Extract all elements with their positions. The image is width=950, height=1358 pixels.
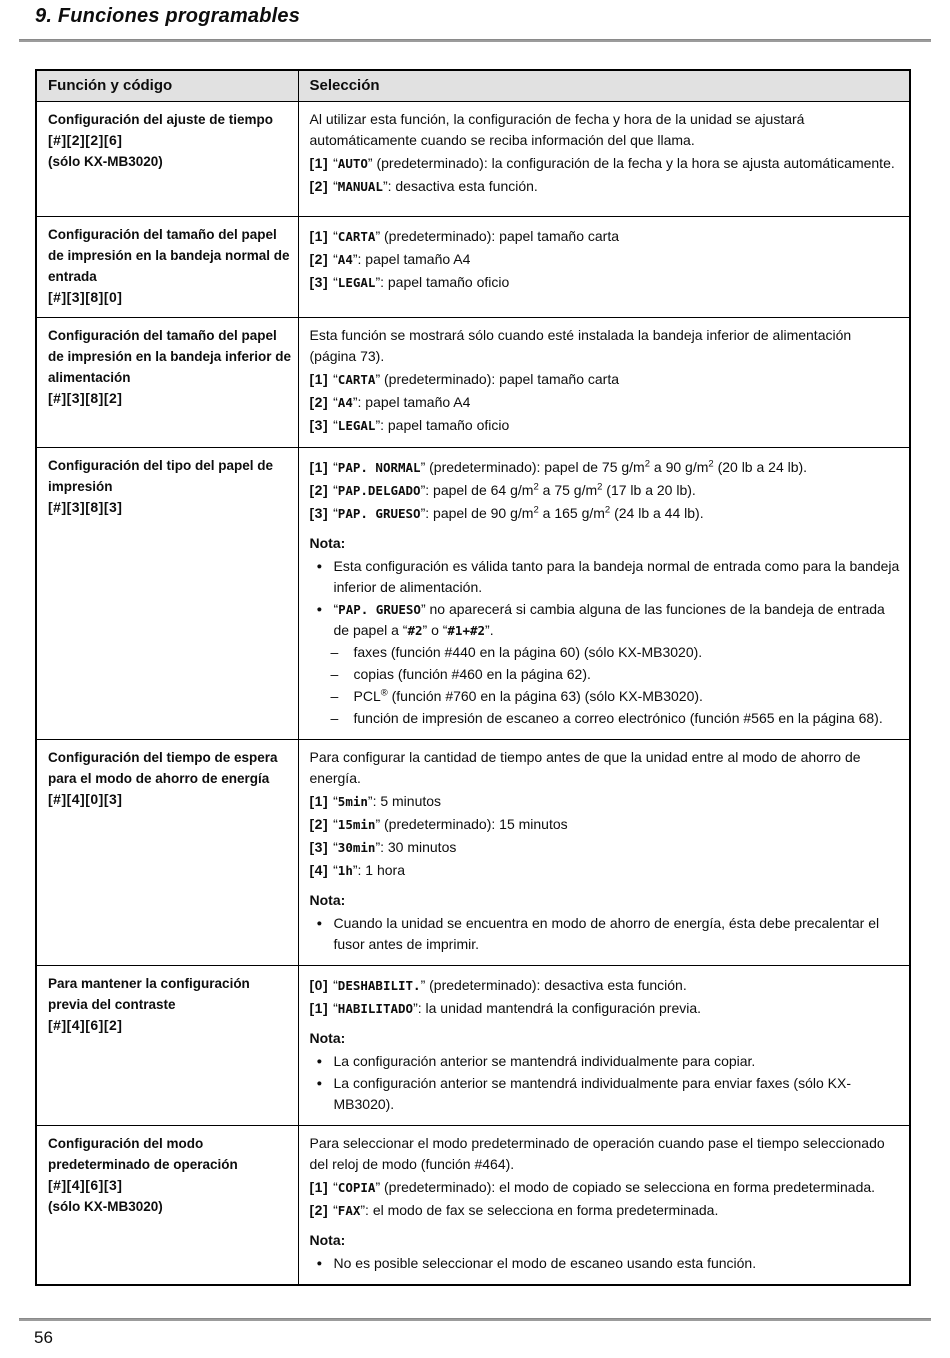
title-divider [19, 39, 931, 42]
selection-cell [298, 965, 910, 1125]
function-cell [36, 447, 298, 739]
description-text: Al utilizar esta función, la configuración de fecha y hora de la unidad se ajustará automáticamente cuando se reciba información del que llama. [309, 110, 805, 148]
function-cell [36, 965, 298, 1125]
option-key: [2] [309, 250, 329, 267]
option-key: [1] [309, 370, 329, 387]
option-line: [3] “PAP. GRUESO”: papel de 90 $g/m^2$ a 165 $g/m^2$ (24 lb a 44 lb). [309, 503, 704, 521]
display-text: A4 [337, 394, 353, 410]
option-line: [1] “PAP. NORMAL” (predeterminado): papel de 75 $g/m^2$ a 90 $g/m^2$ (20 lb a 24 lb). [309, 457, 808, 475]
note-heading: Nota: [309, 1231, 346, 1248]
option-line: [1] “AUTO” (predeterminado): la configuración de la fecha y la hora se ajusta automáticamente. [309, 154, 895, 171]
option-line: [0] “DESHABILIT.” (predeterminado): desactiva esta función. [309, 976, 687, 993]
function-code: [#][3][8][2] [48, 389, 123, 406]
option-key: [0] [309, 976, 329, 993]
option-key: [3] [309, 416, 329, 433]
option-line: [1] “CARTA” (predeterminado): papel tamaño carta [309, 227, 620, 244]
option-key: [1] [309, 999, 329, 1016]
function-name: Para mantener la configuración previa del contraste [48, 975, 250, 1012]
page-title: 9. Funciones programables [35, 5, 301, 27]
function-model-note: (sólo KX-MB3020) [48, 153, 163, 169]
option-line: [2] “FAX”: el modo de fax se selecciona en forma predeterminada. [309, 1201, 719, 1218]
display-text: DESHABILIT. [337, 977, 421, 993]
function-cell [36, 739, 298, 965]
option-key: [2] [309, 1201, 329, 1218]
display-text: 1h [337, 862, 353, 878]
function-code: [#][2][2][6] [48, 131, 123, 148]
function-cell [36, 1125, 298, 1285]
description-text: Para seleccionar el modo predeterminado de operación cuando pase el tiempo seleccionado del reloj de modo (función #464). [309, 1134, 885, 1172]
option-line: [2] “15min” (predeterminado): 15 minutos [309, 815, 568, 832]
superscript: 2 [533, 503, 539, 515]
function-cell [36, 101, 298, 216]
option-line: [2] “MANUAL”: desactiva esta función. [309, 177, 538, 194]
function-code: [#][3][8][0] [48, 288, 123, 305]
bullet-item: ● Esta configuración es válida tanto para la bandeja normal de entrada como para la bandeja inferior de alimentación. [310, 556, 902, 598]
selection-cell [298, 1125, 910, 1285]
superscript: 2 [533, 480, 539, 492]
bullet-item: ● La configuración anterior se mantendrá individualmente para enviar faxes (sólo KX-MB3020). [310, 1073, 902, 1115]
option-line: [2] “A4”: papel tamaño A4 [309, 250, 471, 267]
dash-item: – PCL® (función #760 en la página 63) (sólo KX-MB3020). [310, 686, 902, 707]
option-line: [1] “COPIA” (predeterminado): el modo de copiado se selecciona en forma predeterminada. [309, 1178, 876, 1195]
display-text: LEGAL [337, 274, 376, 290]
description-text: Para configurar la cantidad de tiempo antes de que la unidad entre al modo de ahorro de energía. [309, 748, 861, 786]
bullet-item: ● La configuración anterior se mantendrá individualmente para copiar. [310, 1051, 902, 1072]
display-text: COPIA [337, 1179, 376, 1195]
function-code: [#][3][8][3] [48, 498, 123, 515]
option-key: [2] [309, 481, 329, 498]
option-line: [4] “1h”: 1 hora [309, 861, 405, 878]
superscript: 2 [644, 457, 651, 469]
display-text: 15min [337, 816, 376, 832]
selection-cell [298, 101, 910, 216]
footer-divider [19, 1318, 931, 1321]
function-name: Configuración del tipo del papel de impresión [48, 457, 274, 494]
option-key: [2] [309, 393, 329, 410]
option-line: [3] “30min”: 30 minutos [309, 838, 457, 855]
option-key: [4] [309, 861, 329, 878]
note-heading: Nota: [309, 534, 346, 551]
dash-item: – faxes (función #440 en la página 60) (sólo KX-MB3020). [310, 642, 902, 663]
function-cell [36, 317, 298, 447]
option-key: [1] [309, 458, 329, 475]
option-key: [1] [309, 1178, 329, 1195]
option-key: [2] [309, 177, 329, 194]
superscript: 2 [597, 480, 603, 492]
function-name: Configuración del tiempo de espera para el modo de ahorro de energía [48, 749, 278, 786]
table-header-row [36, 70, 910, 101]
page-number: 56 [34, 1328, 53, 1347]
selection-cell [298, 317, 910, 447]
selection-cell [298, 739, 910, 965]
bullet-item: ● “PAP. GRUESO” no aparecerá si cambia alguna de las funciones de la bandeja de entrada de papel a “#2” o “#1+#2”. [310, 599, 902, 641]
display-text: HABILITADO [337, 1000, 414, 1016]
column-header-function: Función y código [36, 70, 298, 101]
option-key: [2] [309, 815, 329, 832]
display-text: PAP. GRUESO [337, 505, 421, 521]
selection-cell [298, 216, 910, 317]
display-text: PAP. NORMAL [337, 459, 421, 475]
display-text: A4 [337, 251, 353, 267]
note-heading: Nota: [309, 1029, 346, 1046]
bullet-item: ● Cuando la unidad se encuentra en modo de ahorro de energía, ésta debe precalentar el fusor antes de imprimir. [310, 913, 902, 955]
option-line: [2] “PAP.DELGADO”: papel de 64 $g/m^2$ a 75 $g/m^2$ (17 lb a 20 lb). [309, 480, 696, 498]
display-text: CARTA [337, 228, 376, 244]
option-line: [1] “5min”: 5 minutos [309, 792, 442, 809]
display-text: AUTO [337, 155, 368, 171]
display-text: #2 [407, 622, 423, 638]
table-row [36, 739, 910, 965]
table-body [36, 101, 910, 1285]
option-line: [2] “A4”: papel tamaño A4 [309, 393, 471, 410]
option-key: [1] [309, 227, 329, 244]
option-line: [1] “CARTA” (predeterminado): papel tamaño carta [309, 370, 620, 387]
table-row [36, 1125, 910, 1285]
functions-table [35, 69, 911, 1286]
selection-cell [298, 447, 910, 739]
function-code: [#][4][6][2] [48, 1016, 123, 1033]
option-key: [3] [309, 273, 329, 290]
superscript: ® [380, 686, 388, 698]
dash-item: – función de impresión de escaneo a correo electrónico (función #565 en la página 68). [310, 708, 902, 729]
display-text: PAP. GRUESO [338, 601, 421, 617]
display-text: LEGAL [337, 417, 376, 433]
display-text: MANUAL [337, 178, 383, 194]
display-text: 5min [337, 793, 368, 809]
note-heading: Nota: [309, 891, 346, 908]
function-code: [#][4][0][3] [48, 790, 123, 807]
display-text: PAP.DELGADO [337, 482, 421, 498]
option-line: [3] “LEGAL”: papel tamaño oficio [309, 416, 510, 433]
option-key: [3] [309, 504, 329, 521]
display-text: 30min [337, 839, 376, 855]
option-key: [1] [309, 154, 329, 171]
bullet-item: ● No es posible seleccionar el modo de escaneo usando esta función. [310, 1253, 902, 1274]
function-code: [#][4][6][3] [48, 1176, 123, 1193]
superscript: 2 [604, 503, 611, 515]
option-line: [3] “LEGAL”: papel tamaño oficio [309, 273, 510, 290]
description-text: Esta función se mostrará sólo cuando esté instalada la bandeja inferior de alimentación (página 73). [309, 326, 852, 364]
function-name: Configuración del tamaño del papel de impresión en la bandeja normal de entrada [48, 226, 290, 284]
option-key: [1] [309, 792, 329, 809]
table-row [36, 317, 910, 447]
display-text: FAX [337, 1202, 361, 1218]
function-name: Configuración del modo predeterminado de operación [48, 1135, 238, 1172]
table-row [36, 447, 910, 739]
option-line: [1] “HABILITADO”: la unidad mantendrá la configuración previa. [309, 999, 702, 1016]
display-text: CARTA [337, 371, 376, 387]
function-model-note: (sólo KX-MB3020) [48, 1198, 163, 1214]
table-row [36, 216, 910, 317]
table-row [36, 101, 910, 216]
column-header-selection: Selección [298, 70, 910, 101]
function-name: Configuración del ajuste de tiempo [48, 111, 274, 127]
function-name: Configuración del tamaño del papel de impresión en la bandeja inferior de alimentación [48, 327, 292, 385]
dash-item: – copias (función #460 en la página 62). [310, 664, 902, 685]
display-text: #1+#2 [447, 622, 486, 638]
superscript: 2 [708, 457, 714, 469]
function-cell [36, 216, 298, 317]
option-key: [3] [309, 838, 329, 855]
table-row [36, 965, 910, 1125]
